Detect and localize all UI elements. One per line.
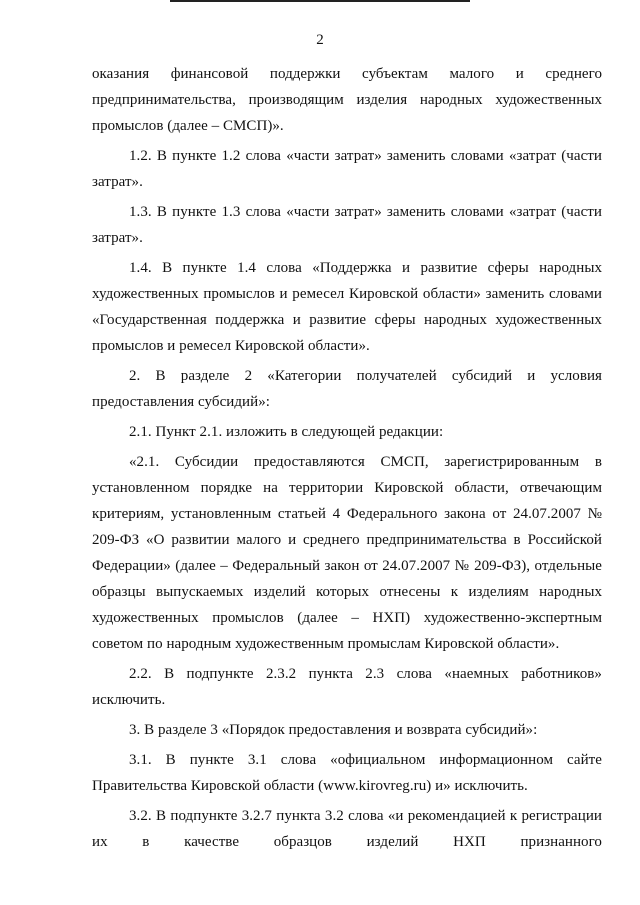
paragraph-3-1: 3.1. В пункте 3.1 слова «официальном информационном сайте Правительства Кировской области (www.kirovreg.ru) и» исключить. <box>92 752 602 794</box>
paragraph-1-3: 1.3. В пункте 1.3 слова «части затрат» заменить словами «затрат (части затрат». <box>92 204 602 246</box>
paragraph-continuation: оказания финансовой поддержки субъектам малого и среднего предпринимательства, производящим изделия народных художественных промыслов (далее – СМСП)». <box>92 66 602 134</box>
paragraph-2-2: 2.2. В подпункте 2.3.2 пункта 2.3 слова «наемных работников» исключить. <box>92 666 602 708</box>
document-body <box>92 61 602 859</box>
paragraph-2: 2. В разделе 2 «Категории получателей субсидий и условия предоставления субсидий»: <box>92 368 602 410</box>
top-border-line <box>170 0 470 2</box>
paragraph-1-2: 1.2. В пункте 1.2 слова «части затрат» заменить словами «затрат (части затрат». <box>92 148 602 190</box>
paragraph-3: 3. В разделе 3 «Порядок предоставления и возврата субсидий»: <box>129 722 538 738</box>
page-number: 2 <box>316 32 324 48</box>
paragraph-3-2: 3.2. В подпункте 3.2.7 пункта 3.2 слова «и рекомендацией к регистрации их в качестве образцов изделий НХП признанного <box>92 808 602 850</box>
paragraph-2-1: 2.1. Пункт 2.1. изложить в следующей редакции: <box>129 424 444 440</box>
paragraph-2-1-quote: «2.1. Субсидии предоставляются СМСП, зарегистрированным в установленном порядке на территории Кировской области, отвечающим критериям, установленным статьей 4 Федерального закона от 24.07.2007 № 209-ФЗ «О развитии малого и среднего предпринимательства в Российской Федерации» (далее – Федеральный закон от 24.07.2007 № 209-ФЗ), отдельные образцы выпускаемых изделий которых отнесены к изделиям народных художественных промыслов (далее – НХП) художественно-экспертным советом по народным художественным промыслам Кировской области». <box>92 454 602 652</box>
paragraph-1-4: 1.4. В пункте 1.4 слова «Поддержка и развитие сферы народных художественных промыслов и ремесел Кировской области» заменить словами «Государственная поддержка и развитие сферы народных художественных промыслов и ремесел Кировской области». <box>92 260 602 354</box>
